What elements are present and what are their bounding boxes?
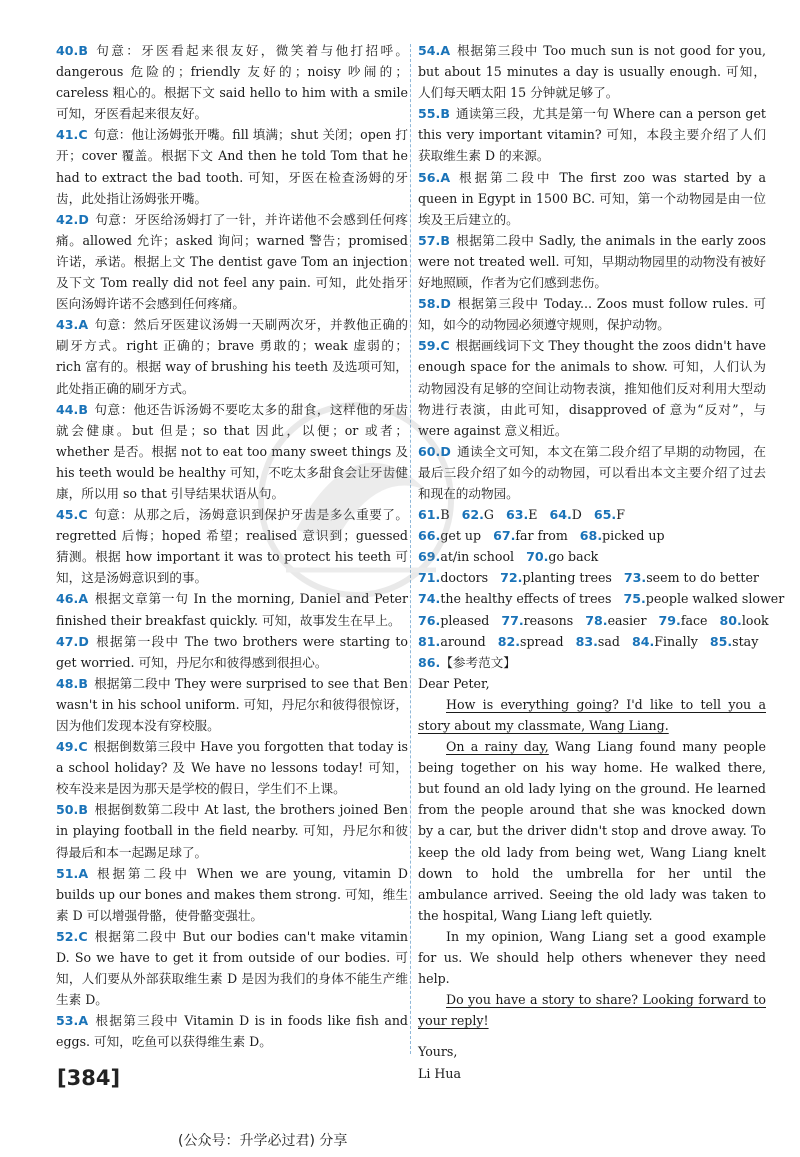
short-answer-text: seem to do better: [646, 570, 759, 586]
underlined-text: On a rainy day,: [446, 739, 549, 755]
short-answer-text: pleased: [440, 612, 490, 628]
short-answer-text: picked up: [602, 528, 665, 544]
essay-text: Wang Liang found many people being together on his way home. He walked there, but found an old lady lying on the ground. He learned from the people around that she was knocked down by a car, but the driver didn't stop and drove away. To keep the old lady from being wet, Wang Liang knelt down to hold the umbrella for her until the ambulance arrived. Seeing the old lady was taken to the hospital, Wang Liang left quietly.: [418, 739, 766, 923]
answer-letter: B: [78, 802, 88, 818]
question-number: 50.: [56, 802, 79, 818]
short-answer-text: Finally: [654, 633, 698, 649]
question-number: 59.: [418, 338, 441, 354]
question-number: 68.: [579, 528, 603, 544]
short-answer-text: people walked slower: [645, 591, 785, 607]
answer-letter: B: [440, 232, 450, 248]
short-answer-text: easier: [607, 612, 647, 628]
answer-entry: [56, 863, 408, 926]
short-answer-item: [585, 613, 646, 628]
question-number: 78.: [585, 612, 608, 628]
question-number: 81.: [418, 633, 441, 649]
question-number: 54.: [418, 43, 441, 58]
essay-closing: Yours,: [418, 1044, 458, 1060]
answer-letter: C: [78, 928, 88, 944]
essay-paragraph-3: In my opinion, Wang Liang set a good example for us. We should help others whenever they need help.: [418, 928, 766, 987]
short-answer-text: G: [483, 507, 494, 523]
short-answer-text: get up: [440, 528, 482, 544]
short-answer-text: go back: [548, 549, 599, 565]
question-number: 57.: [418, 232, 441, 248]
question-number: 40.: [56, 43, 79, 58]
question-number: 77.: [501, 612, 524, 628]
answer-letter: D: [440, 443, 451, 459]
short-answer-item: [624, 570, 759, 585]
watermark-logo: [236, 380, 476, 640]
short-answer-item: [506, 507, 538, 522]
answer-letter: A: [78, 591, 89, 607]
question-number: 63.: [505, 507, 529, 523]
question-number: 61.: [418, 507, 441, 523]
short-answer-text: the healthy effects of trees: [440, 591, 612, 607]
answer-entry: [418, 167, 766, 230]
question-number: 85.: [709, 633, 733, 649]
explanation-text: 句意：从那之后，汤姆意识到保护牙齿是多么重要了。regretted 后悔；hoped 希望；realised 意识到；guessed 猜测。根据 how important it was to protect his teeth 可知，这是汤姆意识到的事。: [56, 507, 408, 586]
question-number: 71.: [418, 570, 441, 586]
short-answer-text: face: [680, 612, 708, 628]
explanation-text: 根据第二段中 Sadly, the animals in the early zoos were not treated well. 可知，早期动物园里的动物没有被好好地照顾，作者为它们感到悲伤。: [418, 232, 766, 291]
question-number: 84.: [631, 633, 655, 649]
short-answer-text: F: [616, 507, 625, 523]
answer-letter: A: [440, 43, 451, 58]
essay-greeting: Dear Peter,: [418, 675, 490, 691]
answer-letter: A: [78, 317, 89, 333]
short-answer-item: [500, 570, 612, 585]
short-answer-text: B: [440, 507, 450, 523]
short-answer-item: [710, 634, 758, 649]
underlined-text: How is everything going? I'd like to tell you a story about my classmate, Wang Liang.: [418, 696, 766, 733]
short-answer-item: [549, 507, 581, 522]
question-number: 56.: [418, 169, 441, 185]
question-number: 80.: [719, 612, 742, 628]
question-number: 66.: [418, 528, 441, 544]
short-answer-text: sad: [597, 633, 620, 649]
question-number: 47.: [56, 633, 79, 649]
question-number: 48.: [56, 675, 79, 691]
answer-letter: C: [78, 127, 88, 143]
explanation-text: 句意：牙医看起来很友好，微笑着与他打招呼。dangerous 危险的；friendly 友好的；noisy 吵闹的；careless 粗心的。根据下文 said hello to him with a smile 可知，牙医看起来很友好。: [56, 43, 408, 122]
short-answer-item: [501, 613, 573, 628]
essay: [418, 652, 766, 1084]
answer-entry: [56, 736, 408, 799]
question-number: 41.: [56, 127, 79, 143]
explanation-text: 句意：他还告诉汤姆不要吃太多的甜食，这样他的牙齿就会健康。but 但是；so that 因此，以便；or 或者；whether 是否。根据 not to eat too many sweet things 及 his teeth would be healthy 可知，不吃太多甜食会让牙齿健康，所以用 so that 引导结果状语从句。: [56, 401, 408, 501]
answer-entry: [56, 1010, 408, 1052]
explanation-text: 根据第三段中 Vitamin D is in foods like fish and eggs. 可知，吃鱼可以获得维生素 D。: [56, 1013, 408, 1050]
answer-letter: A: [78, 1013, 89, 1029]
answer-entry: [56, 40, 408, 124]
essay-paragraph-2: [418, 736, 766, 926]
short-answer-text: spread: [520, 633, 564, 649]
question-number: 46.: [56, 591, 79, 607]
question-number: 73.: [623, 570, 647, 586]
question-number: 79.: [658, 612, 681, 628]
short-answer-text: stay: [732, 633, 759, 649]
question-number: 51.: [56, 865, 79, 881]
explanation-text: 句意：然后牙医建议汤姆一天刷两次牙，并教他正确的刷牙方式。right 正确的；brave 勇敢的；weak 虚弱的；rich 富有的。根据 way of brushing his teeth 及选项可知，此处指正确的刷牙方式。: [56, 317, 408, 396]
short-answer-text: around: [440, 633, 486, 649]
answer-letter: A: [440, 169, 451, 185]
short-answer-item: [498, 634, 564, 649]
answer-entry: [418, 103, 766, 166]
question-number: 75.: [623, 591, 646, 607]
question-number: 45.: [56, 507, 79, 523]
short-answer-text: reasons: [523, 612, 574, 628]
question-number: 53.: [56, 1013, 79, 1029]
question-number: 82.: [497, 633, 521, 649]
short-answer-item: [493, 528, 568, 543]
explanation-text: 句意：牙医给汤姆打了一针，并许诺他不会感到任何疼痛。allowed 允许；asked 询问；warned 警告；promised 许诺，承诺。根据上文 The dentist gave Tom an injection 及下文 Tom really did not feel any pain. 可知，此处指牙医向汤姆许诺不会感到任何疼痛。: [56, 211, 408, 312]
question-number: 55.: [418, 106, 441, 122]
explanation-text: 通读全文可知，本文在第二段介绍了早期的动物园，在最后三段介绍了如今的动物园，可以看出本文主要介绍了过去和现在的动物园。: [418, 443, 766, 501]
question-number: 74.: [418, 591, 441, 607]
short-answer-text: planting trees: [522, 570, 612, 586]
answer-letter: C: [78, 507, 88, 523]
short-answer-item: [594, 507, 625, 522]
answer-entry: [56, 926, 408, 1010]
question-number: 70.: [526, 549, 549, 565]
page-number-value: 384: [66, 1066, 111, 1090]
explanation-text: 句意：他让汤姆张开嘴。fill 填满；shut 关闭；open 打开；cover 覆盖。根据下文 And then he told Tom that he had to extract the bad tooth. 可知，牙医在检查汤姆的牙齿，此处指让汤姆张开嘴。: [56, 127, 408, 206]
short-answer-item: [526, 549, 598, 564]
question-number: 44.: [56, 401, 79, 417]
short-answer-item: [632, 634, 698, 649]
explanation-text: 根据第二段中 But our bodies can't make vitamin D. So we have to get it from outside of our bodies. 可知，人们要从外部获取维生素 D 是因为我们的身体不能生产维生素 D。: [56, 928, 408, 1008]
question-number: 52.: [56, 928, 79, 944]
question-number: 86.: [418, 654, 441, 670]
short-answer-item: [720, 613, 769, 628]
answer-entry: [56, 124, 408, 208]
answer-entry: [56, 673, 408, 736]
answer-entry: [418, 293, 766, 335]
question-number: 43.: [56, 317, 79, 333]
question-number: 76.: [418, 612, 441, 628]
explanation-text: 根据第二段中 When we are young, vitamin D builds up our bones and makes them strong. 可知，维生素 D 可以增强骨骼，使骨骼变强壮。: [56, 865, 408, 923]
explanation-text: 根据文章第一句 In the morning, Daniel and Peter finished their breakfast quickly. 可知，故事发生在早上。: [56, 591, 408, 628]
short-answer-text: E: [528, 507, 538, 523]
essay-heading: [418, 652, 766, 673]
explanation-text: 根据画线词下文 They thought the zoos didn't have enough space for the animals to show. 可知，人们认为动物园没有足够的空间让动物表演，推知他们反对利用大型动物进行表演，由此可知，disapproved of 意为“反对”，与 were against 意义相近。: [418, 338, 766, 438]
answer-letter: C: [440, 338, 450, 354]
answer-entry: [56, 209, 408, 314]
answer-entry: [418, 230, 766, 293]
page-number: [384]: [57, 1066, 121, 1090]
answer-letter: D: [440, 296, 451, 312]
answer-entry: [418, 40, 766, 103]
question-number: 72.: [500, 570, 523, 586]
question-number: 64.: [549, 507, 572, 523]
answer-letter: B: [440, 106, 450, 122]
question-number: 65.: [593, 507, 617, 523]
footer-text: (公众号：升学必过君) 分享: [178, 1133, 348, 1149]
explanation-text: 根据第二段中 The first zoo was started by a queen in Egypt in 1500 BC. 可知，第一个动物园是由一位埃及王后建立的。: [418, 169, 766, 227]
question-number: 60.: [418, 443, 441, 459]
underlined-text: Do you have a story to share? Looking forward to your reply!: [418, 992, 766, 1029]
essay-title: 【参考范文】: [440, 654, 516, 670]
answer-letter: B: [78, 675, 88, 691]
question-number: 69.: [418, 549, 441, 565]
question-number: 67.: [493, 528, 516, 544]
short-answer-text: look: [741, 612, 769, 628]
answer-entry: [56, 799, 408, 862]
short-answer-item: [623, 591, 784, 606]
short-answer-text: far from: [515, 528, 568, 544]
essay-signature: Li Hua: [418, 1065, 461, 1081]
short-answer-item: [576, 634, 620, 649]
short-answer-item: [659, 613, 708, 628]
essay-paragraph-4: [418, 989, 766, 1031]
question-number: 49.: [56, 739, 79, 755]
question-number: 58.: [418, 296, 441, 312]
short-answer-text: at/in school: [440, 549, 515, 565]
short-answer-text: doctors: [440, 570, 489, 586]
explanation-text: 根据第三段中 Today... Zoos must follow rules. 可知，如今的动物园必须遵守规则，保护动物。: [418, 296, 766, 333]
question-number: 42.: [56, 211, 79, 227]
explanation-text: 根据第三段中 Too much sun is not good for you, but about 15 minutes a day is usually enough. 可知，人们每天晒太阳 15 分钟就足够了。: [418, 43, 766, 101]
explanation-text: 根据第二段中 They were surprised to see that Ben wasn't in his school uniform. 可知，丹尼尔和彼得很惊讶，因为他们发现本没有穿校服。: [56, 675, 408, 733]
answer-letter: D: [78, 633, 89, 649]
short-answer-item: [580, 528, 665, 543]
question-number: 62.: [461, 507, 484, 523]
explanation-text: 通读第三段，尤其是第一句 Where can a person get this very important vitamin? 可知，本段主要介绍了人们获取维生素 D 的来源。: [418, 106, 766, 164]
essay-paragraph-1: [418, 694, 766, 736]
question-number: 83.: [575, 633, 598, 649]
short-answer-text: D: [571, 507, 582, 523]
answer-letter: D: [78, 211, 89, 227]
explanation-text: 根据倒数第三段中 Have you forgotten that today is a school holiday? 及 We have no lessons today! 可知，校车没来是因为那天是学校的假日，学生们不上课。: [56, 739, 408, 797]
explanation-text: 根据倒数第二段中 At last, the brothers joined Ben in playing football in the field nearby. 可知，丹尼尔和彼得最后和本一起踢足球了。: [56, 802, 408, 860]
explanation-text: 根据第一段中 The two brothers were starting to get worried. 可知，丹尼尔和彼得感到很担心。: [56, 633, 408, 670]
answer-letter: A: [78, 865, 89, 881]
answer-letter: B: [78, 43, 88, 58]
answer-letter: B: [78, 401, 88, 417]
answer-letter: C: [78, 739, 88, 755]
